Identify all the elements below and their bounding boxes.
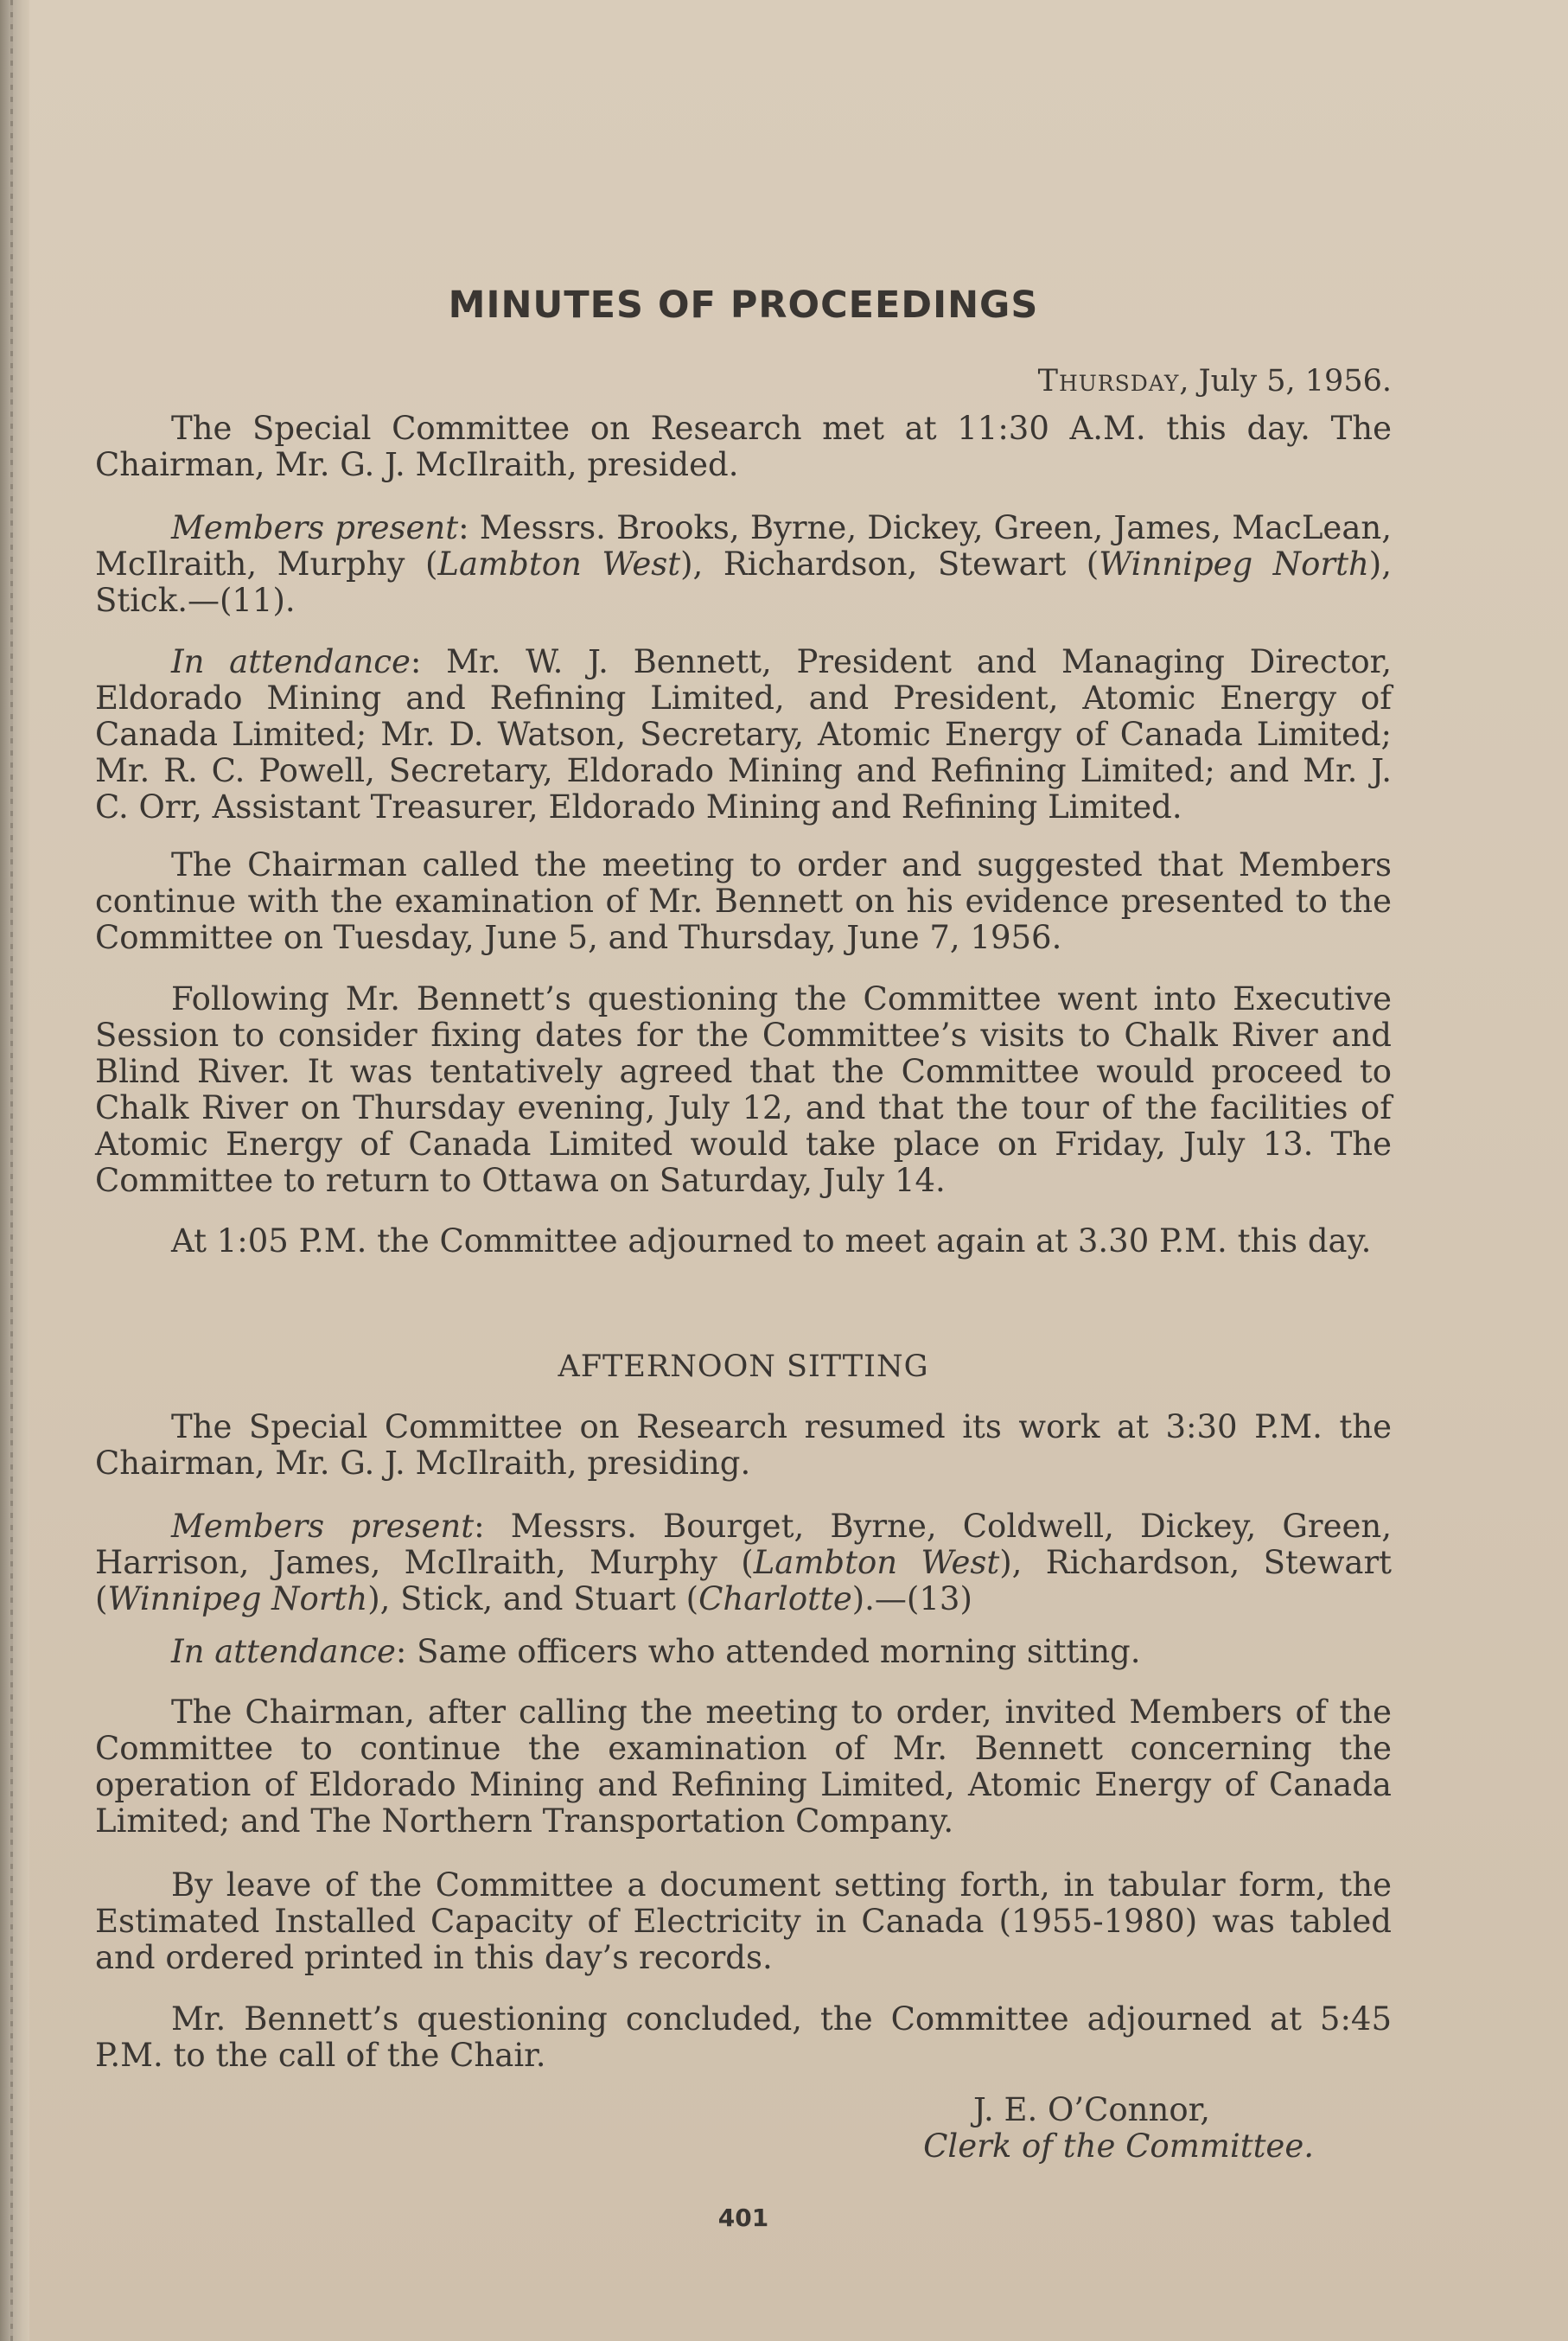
members-present-label: Members present <box>171 1508 475 1545</box>
morning-members-present: Members present: Messrs. Brooks, Byrne, Dickey, Green, James, MacLean, McIlraith, Murphy (Lambton West), Richardson, Stewart (Winnipeg North), Stick.—(11). <box>95 509 1392 619</box>
page-title: MINUTES OF PROCEEDINGS <box>448 284 1039 327</box>
afternoon-members-present: Members present: Messrs. Bourget, Byrne, Coldwell, Dickey, Green, Harrison, James, McIlraith, Murphy (Lambton West), Richardson, Stewart (Winnipeg North), Stick, and Stuart (Charlotte).—(13) <box>95 1508 1393 1617</box>
page-number: 401 <box>717 2204 769 2232</box>
morning-call-to-order-paragraph: The Chairman called the meeting to order and suggested that Members continue with the examination of Mr. Bennett on his evidence presented to the Committee on Tuesday, June 5, and Thursday, June 7, 1956. <box>95 846 1392 956</box>
morning-in-attendance: In attendance: Mr. W. J. Bennett, President and Managing Director, Eldorado Mining and Refining Limited, and President, Atomic Energy of Canada Limited; Mr. D. Watson, Secretary, Atomic Energy of Canada Limited; Mr. R. C. Powell, Secretary, Eldorado Mining and Refining Limited; and Mr. J. C. Orr, Assistant Treasurer, Eldorado Mining and Refining Limited. <box>95 643 1392 826</box>
afternoon-opening-paragraph: The Special Committee on Research resumed its work at 3:30 P.M. the Chairman, Mr. G. J. McIlraith, presiding. <box>95 1408 1392 1482</box>
afternoon-in-attendance: In attendance: Same officers who attended morning sitting. <box>171 1633 1141 1670</box>
date-weekday: Thursday <box>1037 364 1180 399</box>
clerk-role: Clerk of the Committee. <box>923 2127 1314 2165</box>
afternoon-document-tabled-paragraph: By leave of the Committee a document setting forth, in tabular form, the Estimated Installed Capacity of Electricity in Canada (1955-1980) was tabled and ordered printed in this day’s records. <box>95 1866 1392 1976</box>
afternoon-adjournment-paragraph: Mr. Bennett’s questioning concluded, the Committee adjourned at 5:45 P.M. to the call of the Chair. <box>95 2000 1392 2074</box>
book-binding <box>0 0 29 2341</box>
meeting-date <box>1038 363 1392 399</box>
afternoon-sitting-heading: AFTERNOON SITTING <box>558 1349 929 1384</box>
in-attendance-label: In attendance <box>171 643 411 680</box>
afternoon-examination-paragraph: The Chairman, after calling the meeting to order, invited Members of the Committee to continue the examination of Mr. Bennett concerning the operation of Eldorado Mining and Refining Limited, Atomic Energy of Canada Limited; and The Northern Transportation Company. <box>95 1694 1392 1840</box>
binding-stitching <box>10 0 13 2341</box>
members-present-label: Members present <box>171 509 459 546</box>
in-attendance-label: In attendance <box>171 1633 396 1670</box>
morning-opening-paragraph: The Special Committee on Research met at 11:30 A.M. this day. The Chairman, Mr. G. J. McIlraith, presided. <box>95 410 1392 483</box>
clerk-name: J. E. O’Connor, <box>972 2091 1210 2128</box>
morning-adjournment-paragraph: At 1:05 P.M. the Committee adjourned to meet again at 3.30 P.M. this day. <box>171 1222 1372 1260</box>
clerk-signature <box>864 2092 1314 2165</box>
morning-executive-session-paragraph: Following Mr. Bennett’s questioning the Committee went into Executive Session to consider fixing dates for the Committee’s visits to Chalk River and Blind River. It was tentatively agreed that the Committee would proceed to Chalk River on Thursday evening, July 12, and that the tour of the facilities of Atomic Energy of Canada Limited would take place on Friday, July 13. The Committee to return to Ottawa on Saturday, July 14. <box>95 980 1392 1199</box>
date-rest: , July 5, 1956. <box>1179 364 1392 399</box>
